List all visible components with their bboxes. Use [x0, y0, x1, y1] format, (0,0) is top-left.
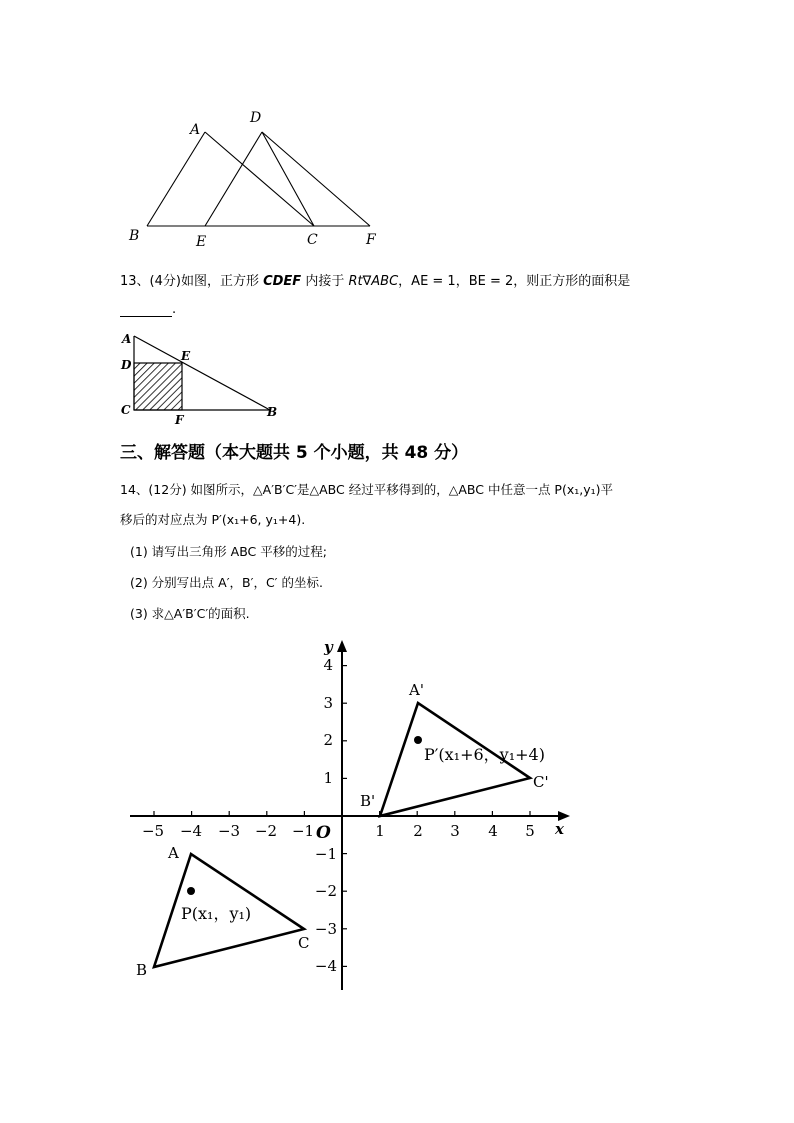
x-axis-label: x: [555, 820, 564, 838]
question-14-sub1: (1) 请写出三角形 ABC 平移的过程;: [130, 544, 327, 559]
x-tick-label: 2: [413, 822, 423, 840]
section-title: 三、解答题（本大题共 5 个小题，共 48 分）: [120, 443, 469, 463]
x-tick-label: 1: [375, 822, 385, 840]
x-tick-label: 3: [450, 822, 460, 840]
label-E: E: [181, 349, 191, 363]
label-P: P(x₁，y₁): [181, 904, 252, 923]
label-P-prime: P′(x₁+6，y₁+4): [424, 745, 545, 764]
y-axis-arrow: [337, 640, 347, 652]
x-tick-label: −1: [291, 822, 315, 840]
y-tick-label: −1: [314, 845, 337, 863]
label-B: B: [267, 405, 278, 419]
y-tick-label: 3: [323, 694, 333, 712]
x-tick-label: −5: [141, 822, 165, 840]
label-A: A: [168, 844, 179, 862]
question-13-text: 13、(4分)如图，正方形 CDEF 内接于 Rt∇ABC，AE = 1，BE = 2，则正方形的面积是: [120, 274, 631, 289]
point-P-prime: [414, 736, 422, 744]
x-tick-label: −4: [179, 822, 203, 840]
label-C: C: [307, 232, 318, 248]
label-B: B: [129, 228, 140, 244]
point-P: [187, 887, 195, 895]
origin-label: O: [316, 823, 331, 843]
label-A-prime: A': [409, 681, 424, 699]
label-D: D: [121, 358, 132, 372]
question-14-line1: 14、(12分) 如图所示，△A′B′C′是△ABC 经过平移得到的，△ABC 中任意一点 P(x₁,y₁)平: [120, 482, 614, 497]
y-tick-label: −3: [314, 920, 337, 938]
x-tick-label: 5: [525, 822, 535, 840]
label-A: A: [190, 122, 201, 138]
question-14-sub2: (2) 分别写出点 A′，B′，C′ 的坐标.: [130, 575, 323, 590]
label-B: B: [136, 961, 148, 979]
label-C: C: [298, 934, 310, 952]
label-E: E: [196, 234, 207, 250]
label-A: A: [122, 332, 132, 346]
label-C: C: [121, 403, 131, 417]
y-tick-label: 4: [323, 656, 333, 674]
label-F: F: [366, 232, 376, 248]
y-tick-label: −2: [314, 882, 337, 900]
question-14-sub3: (3) 求△A′B′C′的面积.: [130, 606, 250, 621]
y-tick-label: 2: [323, 731, 333, 749]
y-axis-label: y: [324, 638, 333, 656]
y-tick-label: −4: [314, 957, 337, 975]
x-tick-label: −2: [254, 822, 278, 840]
label-F: F: [175, 413, 184, 427]
answer-blank-13: .: [120, 302, 176, 317]
x-tick-label: 4: [488, 822, 498, 840]
y-tick-label: 1: [323, 769, 333, 787]
x-tick-label: −3: [217, 822, 241, 840]
label-D: D: [250, 110, 262, 126]
question-14-line2: 移后的对应点为 P′(x₁+6, y₁+4).: [120, 512, 306, 527]
label-C-prime: C': [533, 773, 549, 791]
label-B-prime: B': [360, 792, 376, 810]
